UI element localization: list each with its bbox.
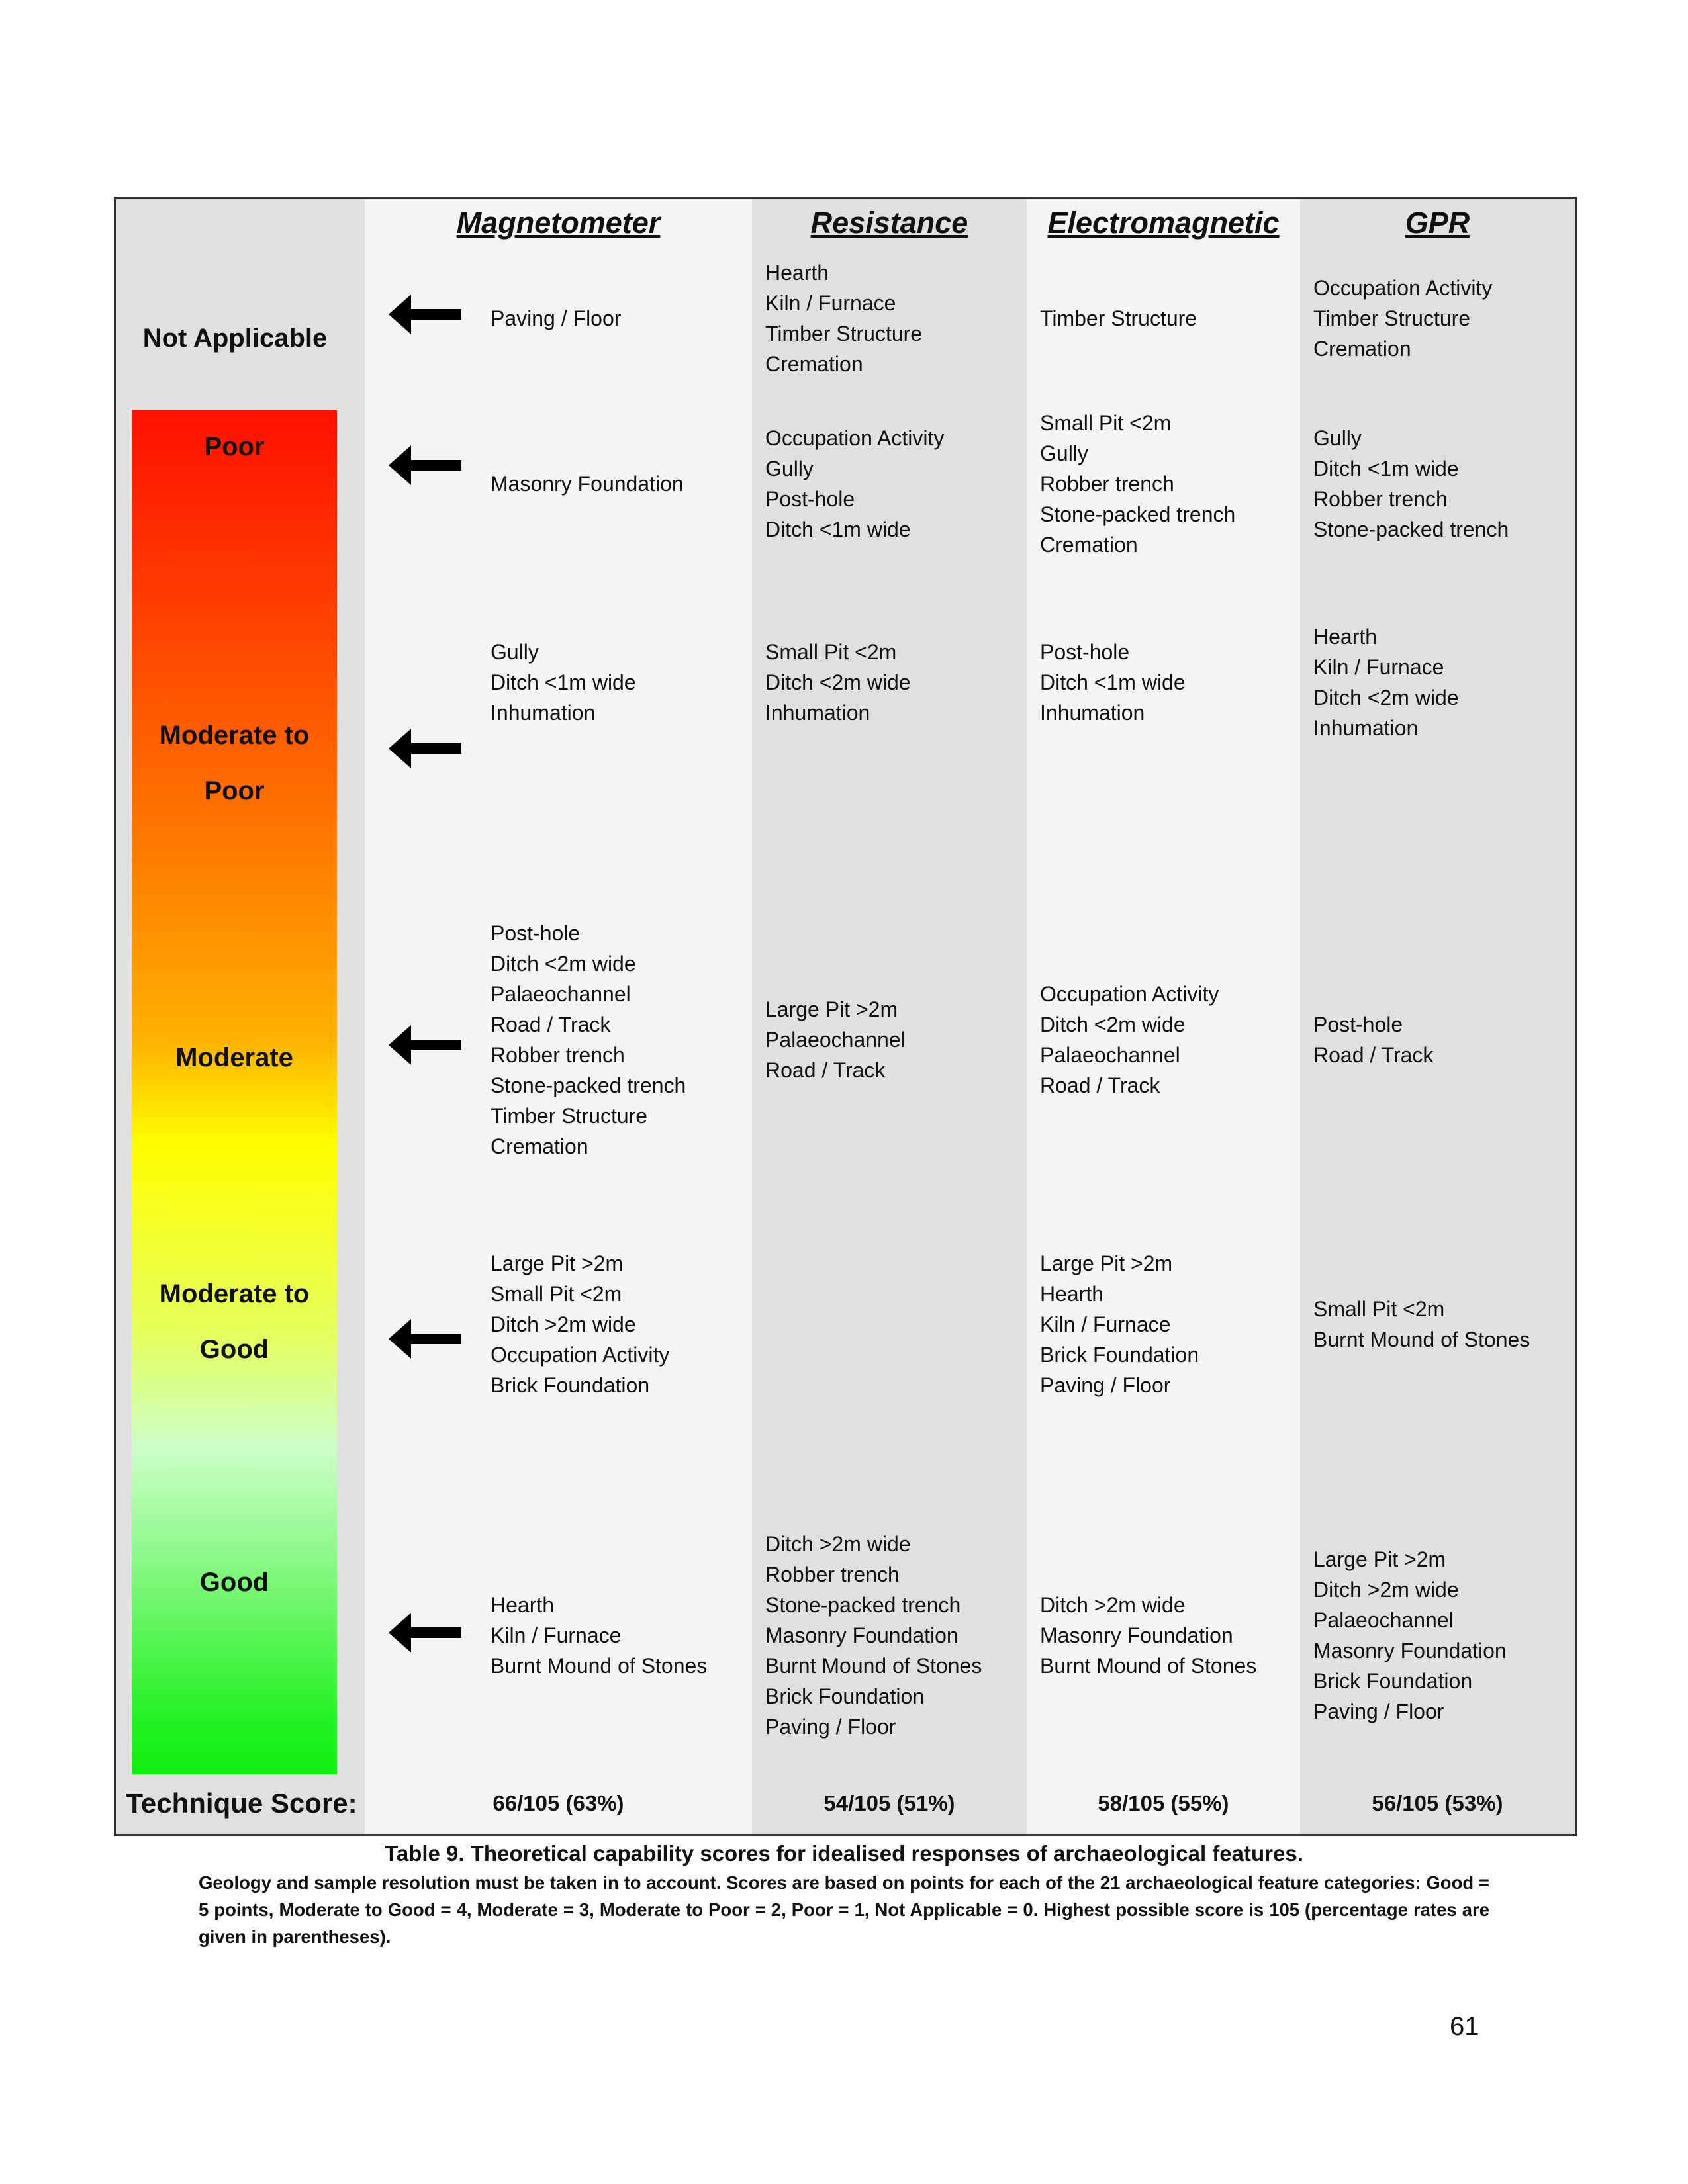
feature-item: Road / Track	[491, 1013, 611, 1036]
technique-score-label: Technique Score:	[126, 1788, 357, 1819]
cell-moderate	[1300, 901, 1575, 1179]
feature-item: Post-hole	[1040, 640, 1130, 664]
feature-item: Masonry Foundation	[1313, 1639, 1507, 1662]
cell-not-applicable	[752, 252, 1027, 385]
feature-item: Stone-packed trench	[491, 1073, 686, 1097]
arrow-left-icon	[389, 295, 461, 334]
scale-label-moderate-to-poor	[132, 707, 337, 819]
feature-item: Gully	[765, 457, 814, 480]
feature-item: Hearth	[491, 1593, 555, 1617]
feature-item: Inhumation	[1040, 701, 1145, 725]
feature-item: Burnt Mound of Stones	[765, 1654, 982, 1678]
feature-item: Kiln / Furnace	[1040, 1312, 1171, 1336]
feature-item: Burnt Mound of Stones	[491, 1654, 708, 1678]
feature-item: Cremation	[1313, 337, 1411, 361]
feature-item: Ditch >2m wide	[1040, 1593, 1186, 1617]
feature-item: Gully	[1313, 426, 1362, 450]
feature-item: Hearth	[1040, 1282, 1104, 1306]
cell-good	[1300, 1503, 1575, 1768]
feature-item: Ditch <2m wide	[765, 670, 911, 694]
feature-item: Inhumation	[491, 701, 596, 725]
cell-moderate	[1027, 901, 1300, 1179]
feature-item: Gully	[491, 640, 539, 664]
feature-item: Cremation	[1040, 533, 1138, 557]
column-header: Electromagnetic	[1047, 206, 1280, 240]
arrow-left-icon	[389, 729, 461, 768]
feature-item: Large Pit >2m	[1313, 1547, 1446, 1571]
column-header: Magnetometer	[456, 206, 661, 240]
feature-item: Kiln / Furnace	[765, 291, 896, 315]
cell-not-applicable	[1027, 252, 1300, 385]
feature-item: Road / Track	[1040, 1073, 1160, 1097]
cell-poor	[1300, 398, 1575, 570]
feature-item: Occupation Activity	[1040, 982, 1219, 1006]
feature-item: Small Pit <2m	[1313, 1297, 1445, 1321]
feature-item: Ditch <1m wide	[491, 670, 636, 694]
cell-good	[752, 1503, 1027, 1768]
feature-item: Occupation Activity	[765, 426, 945, 450]
feature-item: Small Pit <2m	[491, 1282, 622, 1306]
feature-item: Brick Foundation	[1313, 1669, 1473, 1693]
feature-item: Masonry Foundation	[765, 1623, 959, 1647]
feature-item: Ditch <1m wide	[765, 518, 911, 541]
scale-label-good: Good	[199, 1568, 269, 1597]
cell-good	[1027, 1503, 1300, 1768]
cell-moderate-to-poor	[1027, 616, 1300, 749]
technique-score: 66/105 (63%)	[492, 1791, 624, 1815]
feature-item: Post-hole	[491, 921, 581, 945]
feature-item: Occupation Activity	[1313, 276, 1493, 300]
feature-item: Paving / Floor	[1040, 1373, 1171, 1397]
feature-item: Timber Structure	[1040, 306, 1197, 330]
feature-item: Small Pit <2m	[765, 640, 897, 664]
cell-poor	[752, 398, 1027, 570]
feature-item: Burnt Mound of Stones	[1313, 1328, 1530, 1351]
feature-item: Ditch >2m wide	[491, 1312, 636, 1336]
cell-not-applicable	[1300, 252, 1575, 385]
feature-item: Gully	[1040, 441, 1088, 465]
scale-label-line: Poor	[204, 776, 265, 805]
page-number: 61	[1450, 2012, 1479, 2041]
feature-item: Ditch <1m wide	[1040, 670, 1186, 694]
arrow-left-icon	[389, 1025, 461, 1065]
scale-label-line: Moderate to	[159, 1279, 310, 1308]
feature-item: Large Pit >2m	[765, 997, 898, 1021]
cell-moderate-to-good	[752, 1218, 1027, 1430]
feature-item: Robber trench	[1313, 487, 1448, 511]
feature-item: Ditch >2m wide	[1313, 1578, 1459, 1602]
feature-item: Inhumation	[765, 701, 870, 725]
feature-item: Road / Track	[765, 1058, 886, 1082]
feature-item: Brick Foundation	[765, 1684, 925, 1708]
scale-label-not-applicable: Not Applicable	[142, 323, 328, 353]
feature-item: Large Pit >2m	[1040, 1251, 1173, 1275]
column-gpr	[1300, 199, 1575, 1834]
feature-item: Ditch >2m wide	[765, 1532, 911, 1556]
feature-item: Paving / Floor	[1313, 1700, 1444, 1723]
caption-title: Table 9. Theoretical capability scores for idealised responses of archaeological features.	[385, 1841, 1303, 1866]
feature-item: Robber trench	[491, 1043, 625, 1067]
feature-item: Large Pit >2m	[491, 1251, 624, 1275]
scale-label-moderate: Moderate	[175, 1043, 293, 1072]
feature-item: Burnt Mound of Stones	[1040, 1654, 1257, 1678]
feature-item: Timber Structure	[491, 1104, 648, 1128]
feature-item: Road / Track	[1313, 1043, 1434, 1067]
column-header: GPR	[1405, 206, 1470, 240]
feature-item: Masonry Foundation	[491, 472, 684, 496]
arrow-left-icon	[389, 445, 461, 485]
feature-item: Robber trench	[765, 1563, 900, 1586]
column-magnetometer	[365, 199, 752, 1834]
feature-item: Small Pit <2m	[1040, 411, 1172, 435]
cell-moderate-to-poor	[1300, 616, 1575, 749]
feature-item: Stone-packed trench	[765, 1593, 961, 1617]
technique-score: 56/105 (53%)	[1372, 1791, 1503, 1815]
arrow-left-icon	[389, 1613, 461, 1653]
feature-item: Palaeochannel	[1313, 1608, 1454, 1632]
feature-item: Kiln / Furnace	[1313, 655, 1444, 679]
feature-item: Hearth	[1313, 625, 1378, 649]
feature-item: Paving / Floor	[765, 1715, 896, 1739]
feature-item: Post-hole	[1313, 1013, 1403, 1036]
caption-body: Geology and sample resolution must be taken in to account. Scores are based on points for each of the 21 archaeological feature categories: Good = 5 points, Moderate to Good = 4, Moderate = 3, Moderate to Poor = 2, Poor = 1, Not Applicable = 0. Highest possible score is 105 (percentage rates are given in parentheses).	[199, 1872, 1489, 1947]
feature-item: Stone-packed trench	[1313, 518, 1509, 541]
feature-item: Palaeochannel	[1040, 1043, 1180, 1067]
feature-item: Ditch <2m wide	[1040, 1013, 1186, 1036]
feature-item: Ditch <1m wide	[1313, 457, 1459, 480]
feature-item: Palaeochannel	[765, 1028, 906, 1052]
scale-label-poor: Poor	[204, 432, 265, 461]
feature-item: Inhumation	[1313, 716, 1419, 740]
feature-item: Cremation	[491, 1134, 588, 1158]
column-resistance	[752, 199, 1027, 1834]
scale-label-line: Good	[199, 1335, 269, 1364]
feature-item: Hearth	[765, 261, 829, 285]
scale-label-line: Moderate to	[159, 721, 310, 750]
feature-item: Cremation	[765, 352, 863, 376]
feature-item: Brick Foundation	[491, 1373, 650, 1397]
feature-item: Brick Foundation	[1040, 1343, 1199, 1367]
cell-moderate-to-good	[1300, 1218, 1575, 1430]
technique-score: 58/105 (55%)	[1098, 1791, 1229, 1815]
feature-item: Post-hole	[765, 487, 855, 511]
cell-moderate-to-good	[1027, 1218, 1300, 1430]
feature-item: Masonry Foundation	[1040, 1623, 1233, 1647]
column-electromagnetic	[1027, 199, 1300, 1834]
feature-item: Robber trench	[1040, 472, 1174, 496]
feature-item: Kiln / Furnace	[491, 1623, 622, 1647]
arrow-left-icon	[389, 1319, 461, 1359]
cell-poor	[1027, 398, 1300, 570]
feature-item: Occupation Activity	[491, 1343, 670, 1367]
cell-moderate	[752, 901, 1027, 1179]
technique-score: 54/105 (51%)	[823, 1791, 955, 1815]
table-caption	[199, 1839, 1489, 1950]
feature-item: Ditch <2m wide	[491, 952, 636, 976]
column-header: Resistance	[810, 206, 968, 240]
capability-table	[114, 197, 1577, 1836]
feature-item: Stone-packed trench	[1040, 502, 1236, 526]
feature-item: Timber Structure	[765, 322, 923, 345]
feature-item: Timber Structure	[1313, 306, 1471, 330]
scale-label-moderate-to-good	[132, 1266, 337, 1377]
feature-item: Ditch <2m wide	[1313, 686, 1459, 709]
feature-item: Palaeochannel	[491, 982, 631, 1006]
cell-moderate-to-poor	[752, 616, 1027, 749]
feature-item: Paving / Floor	[491, 306, 622, 330]
